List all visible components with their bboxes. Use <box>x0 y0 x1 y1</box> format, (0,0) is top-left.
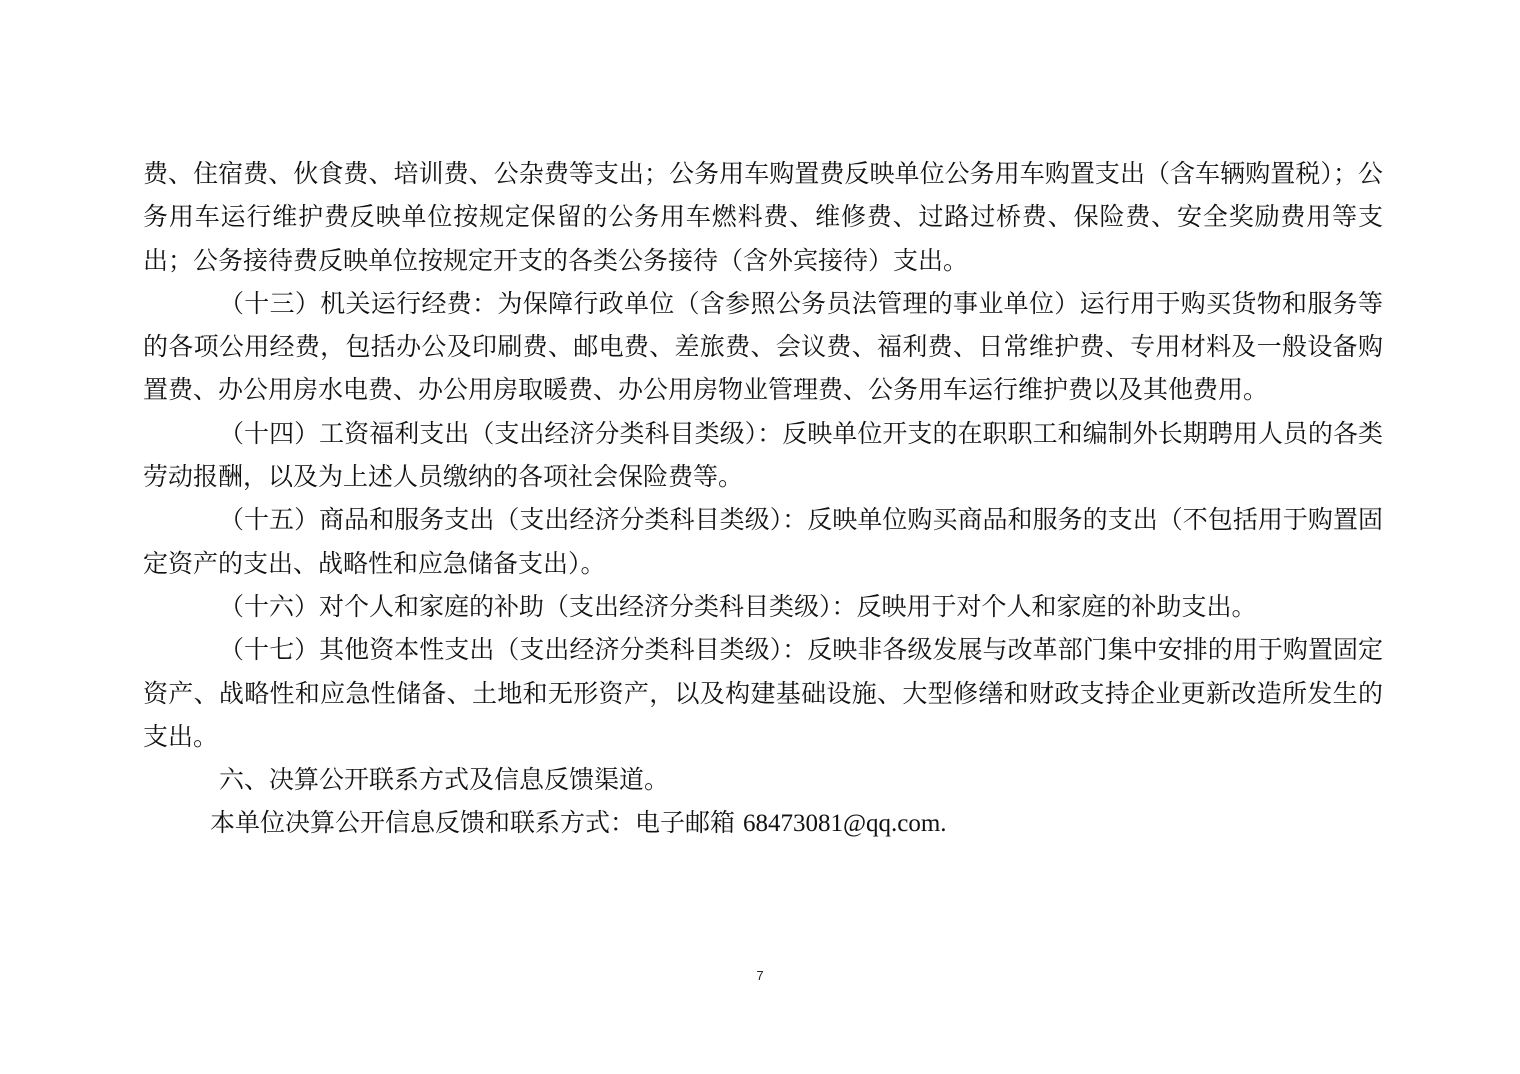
paragraph-item-17: （十七）其他资本性支出（支出经济分类科目类级）：反映非各级发展与改革部门集中安排的用于购置固定资产、战略性和应急性储备、土地和无形资产，以及构建基础设施、大型修缮和财政支持企业更新改造所发生的支出。 <box>143 635 1383 751</box>
paragraph-item-16: （十六）对个人和家庭的补助（支出经济分类科目类级）：反映用于对个人和家庭的补助支出。 <box>219 591 1257 621</box>
contact-email: 68473081@qq.com. <box>742 810 947 838</box>
section-heading-contact: 六、决算公开联系方式及信息反馈渠道。 <box>219 765 670 795</box>
paragraph-item-15: （十五）商品和服务支出（支出经济分类科目类级）：反映单位购买商品和服务的支出（不包括用于购置固定资产的支出、战略性和应急储备支出）。 <box>143 505 1383 578</box>
page-number: 7 <box>756 968 764 983</box>
paragraph-item-13: （十三）机关运行经费：为保障行政单位（含参照公务员法管理的事业单位）运行用于购买货物和服务等的各项公用经费，包括办公及印刷费、邮电费、差旅费、会议费、福利费、日常维护费、专用材料及一般设备购置费、办公用房水电费、办公用房取暖费、办公用房物业管理费、公务用车运行维护费以及其他费用。 <box>143 288 1383 405</box>
paragraph-item-14: （十四）工资福利支出（支出经济分类科目类级）：反映单位开支的在职职工和编制外长期聘用人员的各类劳动报酬，以及为上述人员缴纳的各项社会保险费等。 <box>143 418 1383 492</box>
document-body <box>143 152 1383 846</box>
contact-label: 本单位决算公开信息反馈和联系方式：电子邮箱 <box>210 808 736 838</box>
contact-line <box>143 801 1383 845</box>
paragraph-continued-expenses: 费、住宿费、伙食费、培训费、公杂费等支出；公务用车购置费反映单位公务用车购置支出（含车辆购置税）；公务用车运行维护费反映单位按规定保留的公务用车燃料费、维修费、过路过桥费、保险费、安全奖励费用等支出；公务接待费反映单位按规定开支的各类公务接待（含外宾接待）支出。 <box>143 159 1383 275</box>
